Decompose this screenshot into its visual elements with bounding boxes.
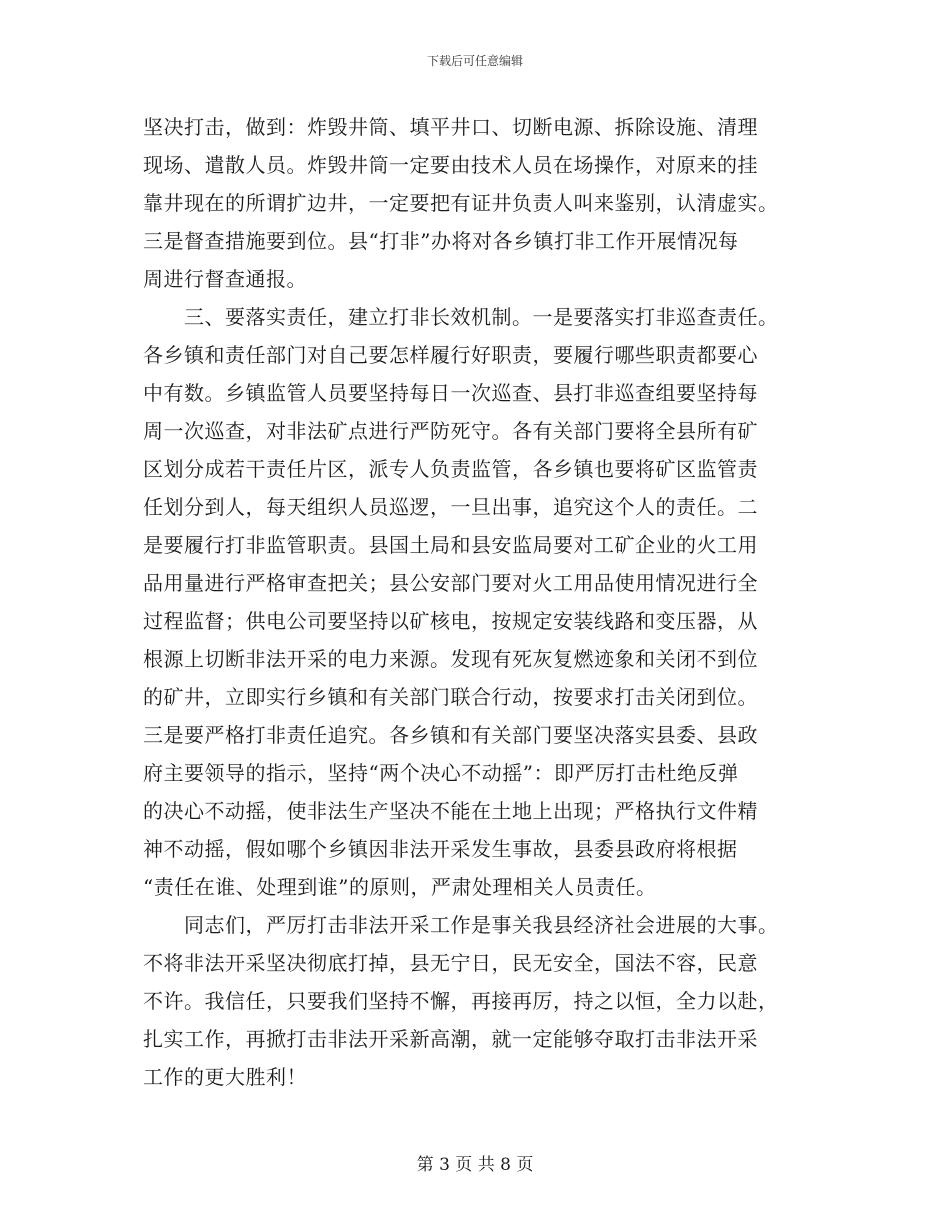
document-body [143, 108, 823, 1096]
text-line: 不将非法开采坚决彻底打掉，县无宁日，民无安全，国法不容，民意 [143, 951, 758, 975]
text-line: 工作的更大胜利！ [143, 1065, 307, 1089]
text-line: 中有数。乡镇监管人员要坚持每日一次巡查、县打非巡查组要坚持每 [143, 381, 758, 405]
text-line: 的决心不动摇，使非法生产坚决不能在土地上出现；严格执行文件精 [143, 799, 758, 823]
text-line: 靠井现在的所谓扩边井，一定要把有证井负责人叫来鉴别，认清虚实。 [143, 191, 779, 215]
text-line: 扎实工作，再掀打击非法开采新高潮，就一定能够夺取打击非法开采 [143, 1027, 758, 1051]
text-line: 各乡镇和责任部门对自己要怎样履行好职责，要履行哪些职责都要心 [143, 343, 758, 367]
text-line: “责任在谁、处理到谁”的原则，严肃处理相关人员责任。 [143, 875, 657, 899]
text-line: 府主要领导的指示，坚持“两个决心不动摇”：即严厉打击杜绝反弹 [143, 761, 739, 785]
text-line: 神不动摇，假如哪个乡镇因非法开采发生事故，县委县政府将根据 [143, 837, 738, 861]
text-line: 三是要严格打非责任追究。各乡镇和有关部门要坚决落实县委、县政 [143, 723, 758, 747]
text-line: 过程监督；供电公司要坚持以矿核电，按规定安装线路和变压器，从 [143, 609, 758, 633]
text-line: 的矿井，立即实行乡镇和有关部门联合行动，按要求打击关闭到位。 [143, 685, 758, 709]
page-header: 下载后可任意编辑 [426, 54, 523, 68]
text-line: 三是督查措施要到位。县“打非”办将对各乡镇打非工作开展情况每 [143, 229, 739, 253]
text-line: 区划分成若干责任片区，派专人负责监管，各乡镇也要将矿区监管责 [143, 457, 758, 481]
text-line: 品用量进行严格审查把关；县公安部门要对火工用品使用情况进行全 [143, 571, 758, 595]
text-line: 同志们，严厉打击非法开采工作是事关我县经济社会进展的大事。 [143, 913, 779, 937]
text-line: 根源上切断非法开采的电力来源。发现有死灰复燃迹象和关闭不到位 [143, 647, 758, 671]
text-line: 现场、遣散人员。炸毁井筒一定要由技术人员在场操作，对原来的挂 [143, 153, 758, 177]
page-footer: 第 3 页 共 8 页 [416, 1155, 534, 1175]
text-line: 任划分到人，每天组织人员巡逻，一旦出事，追究这个人的责任。二 [143, 495, 758, 519]
text-line: 周进行督查通报。 [143, 267, 307, 291]
text-line: 周一次巡查，对非法矿点进行严防死守。各有关部门要将全县所有矿 [143, 419, 758, 443]
text-line: 是要履行打非监管职责。县国土局和县安监局要对工矿企业的火工用 [143, 533, 758, 557]
text-line: 不许。我信任，只要我们坚持不懈，再接再厉，持之以恒，全力以赴， [143, 989, 779, 1013]
text-line: 三、要落实责任，建立打非长效机制。一是要落实打非巡查责任。 [143, 305, 779, 329]
text-line: 坚决打击，做到：炸毁井筒、填平井口、切断电源、拆除设施、清理 [143, 115, 758, 139]
